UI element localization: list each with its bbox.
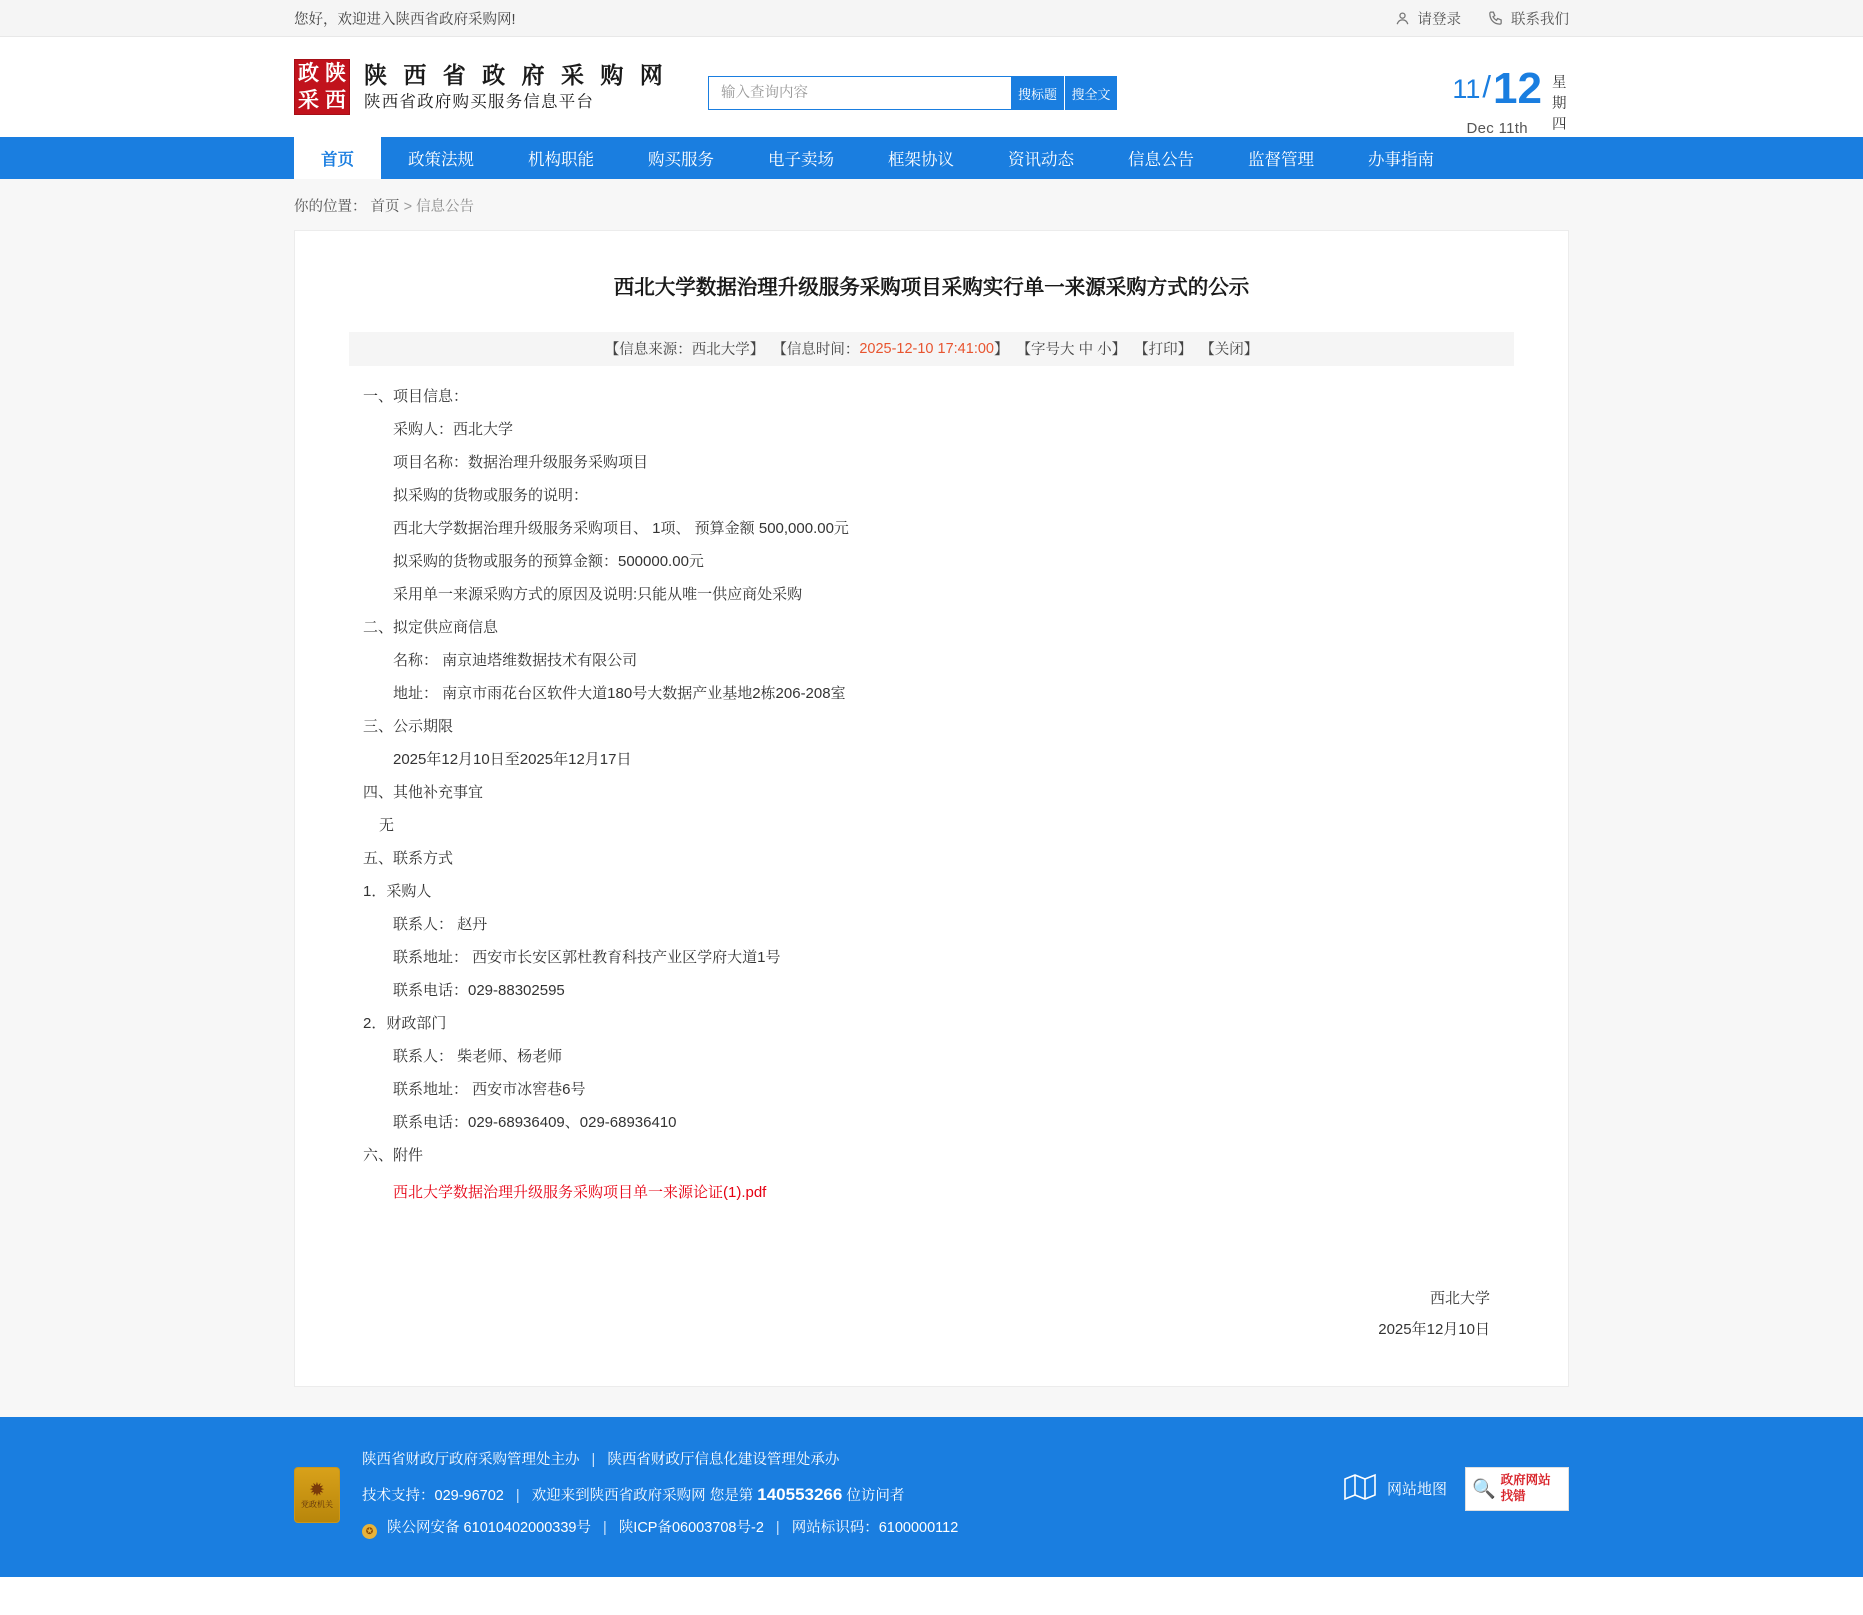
footer-visitor-count: 140553266 bbox=[757, 1484, 843, 1504]
article-paragraph: 项目名称：数据治理升级服务采购项目 bbox=[393, 453, 649, 471]
contact-link[interactable] bbox=[1487, 8, 1569, 29]
site-subtitle: 陕西省政府购买服务信息平台 bbox=[364, 92, 595, 111]
close-button[interactable]: 【关闭】 bbox=[1200, 342, 1259, 359]
footer-site-code: 网站标识码：6100000112 bbox=[791, 1520, 959, 1537]
date-weekday: 星期四 bbox=[1552, 75, 1567, 134]
footer-divider: | bbox=[775, 1520, 780, 1537]
gov-badge-line-1: 政府网站 bbox=[1500, 1473, 1551, 1488]
main-nav bbox=[0, 137, 1863, 179]
nav-item-5[interactable]: 框架协议 bbox=[888, 151, 954, 169]
fontsize-small-button[interactable]: 小 bbox=[1097, 342, 1112, 359]
phone-icon bbox=[1487, 10, 1504, 27]
article-paragraph: 联系人： 柴老师、杨老师 bbox=[393, 1047, 563, 1065]
site-header bbox=[0, 37, 1863, 137]
article-paragraph: 联系人： 赵丹 bbox=[393, 915, 488, 933]
contact-label: 联系我们 bbox=[1511, 11, 1569, 28]
police-badge-icon: ✪ bbox=[362, 1524, 377, 1539]
date-month: 11 bbox=[1452, 74, 1481, 104]
meta-time-value: 2025-12-10 17:41:00 bbox=[859, 340, 994, 357]
article-paragraph: 1．采购人 bbox=[363, 882, 432, 900]
footer-visitor-text: 欢迎来到陕西省政府采购网 您是第 bbox=[531, 1487, 754, 1504]
nav-item-0[interactable]: 首页 bbox=[294, 137, 381, 179]
meta-source-label: 【信息来源： bbox=[604, 342, 692, 359]
attachment-link[interactable]: 西北大学数据治理升级服务采购项目单一来源论证(1).pdf bbox=[393, 1183, 767, 1201]
print-button[interactable]: 【打印】 bbox=[1134, 342, 1193, 359]
footer-divider: | bbox=[603, 1520, 607, 1537]
breadcrumb-home[interactable]: 首页 bbox=[370, 199, 400, 215]
article-paragraph: 联系电话：029-68936409、029-68936410 bbox=[393, 1113, 677, 1131]
article-paragraph: 五、联系方式 bbox=[363, 849, 454, 867]
nav-item-2[interactable]: 机构职能 bbox=[528, 151, 594, 169]
search-box bbox=[708, 76, 1117, 110]
date-slash: / bbox=[1482, 69, 1492, 104]
article-meta-bar bbox=[349, 332, 1514, 366]
article-paragraph: 二、拟定供应商信息 bbox=[363, 618, 499, 636]
user-icon bbox=[1394, 10, 1411, 27]
article-paragraph: 联系电话：029-88302595 bbox=[393, 981, 565, 999]
nav-item-4[interactable]: 电子卖场 bbox=[768, 151, 834, 169]
gov-website-error-report-badge[interactable] bbox=[1465, 1467, 1569, 1511]
logo-char: 西 bbox=[325, 89, 346, 112]
footer-divider: | bbox=[591, 1452, 596, 1469]
signature-date: 2025年12月10日 bbox=[1378, 1321, 1490, 1339]
logo-char: 政 bbox=[298, 62, 319, 85]
nav-item-3[interactable]: 购买服务 bbox=[648, 151, 714, 169]
footer-support: 技术支持：029-96702 bbox=[362, 1487, 504, 1504]
breadcrumb-prefix: 你的位置： bbox=[294, 199, 367, 215]
breadcrumb bbox=[294, 179, 1569, 230]
article-paragraph: 西北大学数据治理升级服务采购项目、 1项、 预算金额 500,000.00元 bbox=[393, 519, 849, 537]
article-paragraph: 三、公示期限 bbox=[363, 717, 454, 735]
logo-char: 采 bbox=[298, 89, 319, 112]
top-bar bbox=[0, 0, 1863, 37]
article-paragraph: 采购人：西北大学 bbox=[393, 420, 514, 438]
article-paragraph: 拟采购的货物或服务的预算金额：500000.00元 bbox=[393, 552, 704, 570]
search-title-button[interactable]: 搜标题 bbox=[1011, 76, 1064, 110]
date-day: 12 bbox=[1493, 64, 1542, 113]
article-paragraph: 联系地址： 西安市长安区郭杜教育科技产业区学府大道1号 bbox=[393, 948, 781, 966]
gov-seal-label: 党政机关 bbox=[301, 1499, 333, 1509]
gov-badge-line-2: 找错 bbox=[1500, 1488, 1526, 1503]
login-label: 请登录 bbox=[1417, 11, 1461, 28]
article-paragraph: 地址： 南京市雨花台区软件大道180号大数据产业基地2栋206-208室 bbox=[393, 684, 846, 702]
nav-item-8[interactable]: 监督管理 bbox=[1248, 151, 1314, 169]
meta-gap-5 bbox=[1126, 341, 1134, 357]
login-link[interactable] bbox=[1394, 8, 1462, 29]
meta-gap-1 bbox=[764, 341, 772, 357]
date-english: Dec 11th bbox=[1466, 120, 1528, 137]
footer-icp[interactable]: 陕ICP备06003708号-2 bbox=[618, 1520, 764, 1537]
map-icon bbox=[1343, 1472, 1377, 1506]
article-body bbox=[349, 366, 1514, 1172]
sitemap-link[interactable] bbox=[1343, 1472, 1447, 1506]
nav-item-1[interactable]: 政策法规 bbox=[408, 151, 474, 169]
footer-host: 陕西省财政厅政府采购管理处主办 bbox=[362, 1452, 580, 1469]
signature-block bbox=[349, 1283, 1514, 1346]
site-title: 陕 西 省 政 府 采 购 网 bbox=[364, 61, 668, 88]
sitemap-label: 网站地图 bbox=[1386, 1481, 1447, 1499]
article-paragraph: 2025年12月10日至2025年12月17日 bbox=[393, 750, 632, 768]
logo-char: 陕 bbox=[325, 62, 346, 85]
meta-gap-6 bbox=[1192, 341, 1200, 357]
meta-time-close: 】 bbox=[993, 342, 1009, 359]
page-title: 西北大学数据治理升级服务采购项目采购实行单一来源采购方式的公示 bbox=[613, 276, 1250, 299]
search-fulltext-button[interactable]: 搜全文 bbox=[1064, 76, 1117, 110]
fontsize-medium-button[interactable]: 中 bbox=[1078, 342, 1094, 359]
logo-mark-icon bbox=[294, 59, 350, 115]
article-paragraph: 无 bbox=[379, 816, 395, 834]
meta-gap-2 bbox=[1008, 341, 1016, 357]
breadcrumb-separator: > bbox=[403, 199, 417, 215]
nav-item-9[interactable]: 办事指南 bbox=[1368, 151, 1434, 169]
date-widget bbox=[1452, 64, 1569, 137]
nav-item-6[interactable]: 资讯动态 bbox=[1008, 151, 1074, 169]
article-paragraph: 四、其他补充事宜 bbox=[363, 783, 484, 801]
meta-fontsize-label: 【字号 bbox=[1016, 342, 1061, 359]
meta-time-label: 【信息时间： bbox=[772, 342, 860, 359]
article-paragraph: 采用单一来源采购方式的原因及说明:只能从唯一供应商处采购 bbox=[393, 585, 803, 603]
article-paragraph: 拟采购的货物或服务的说明： bbox=[393, 486, 589, 504]
article-paragraph: 联系地址： 西安市冰窖巷6号 bbox=[393, 1080, 586, 1098]
footer-line-3 bbox=[362, 1513, 958, 1544]
footer-operator: 陕西省财政厅信息化建设管理处承办 bbox=[607, 1452, 840, 1469]
footer-line-2 bbox=[362, 1477, 958, 1514]
footer-line-1 bbox=[362, 1445, 958, 1476]
search-input[interactable] bbox=[708, 76, 1011, 110]
meta-source-value: 西北大学】 bbox=[691, 342, 765, 359]
welcome-text: 您好，欢迎进入陕西省政府采购网! bbox=[294, 11, 516, 28]
fontsize-large-button[interactable]: 大 bbox=[1060, 342, 1075, 359]
nav-item-7[interactable]: 信息公告 bbox=[1128, 151, 1194, 169]
footer-visitor-suffix: 位访问者 bbox=[846, 1487, 905, 1504]
article-paragraph: 一、项目信息： bbox=[363, 387, 469, 405]
magnifier-icon: 🔍 bbox=[1472, 1478, 1496, 1500]
site-footer bbox=[0, 1417, 1863, 1577]
article-card bbox=[294, 230, 1569, 1387]
article-paragraph: 六、附件 bbox=[363, 1146, 424, 1164]
meta-fontsize-close: 】 bbox=[1111, 342, 1127, 359]
footer-divider: | bbox=[515, 1487, 520, 1504]
article-paragraph: 2．财政部门 bbox=[363, 1014, 447, 1032]
signature-org: 西北大学 bbox=[1429, 1289, 1490, 1307]
breadcrumb-current: 信息公告 bbox=[416, 199, 475, 215]
footer-police-record[interactable]: 陕公网安备 61010402000339号 bbox=[387, 1520, 591, 1537]
gov-seal-icon: ✹ 党政机关 bbox=[294, 1467, 340, 1523]
article-paragraph: 名称： 南京迪塔维数据技术有限公司 bbox=[393, 651, 638, 669]
site-logo[interactable] bbox=[294, 59, 668, 115]
